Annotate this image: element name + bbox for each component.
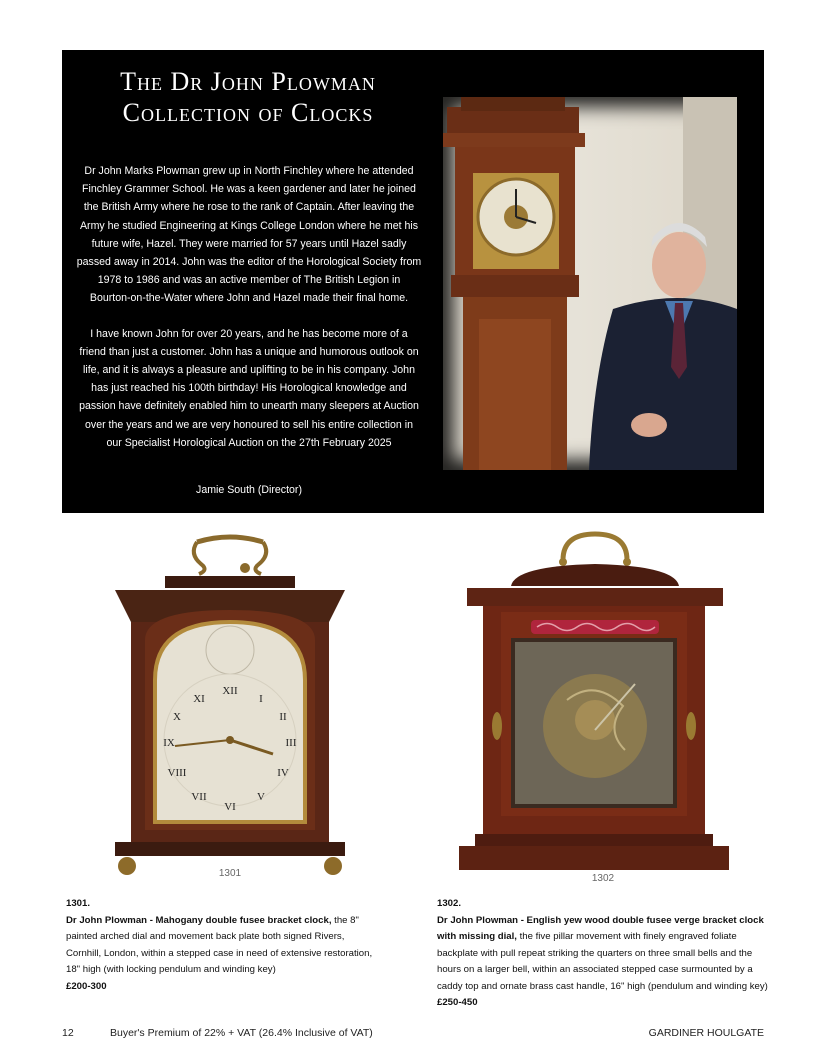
portrait-illustration <box>443 97 737 470</box>
lot-1302 <box>437 896 777 1012</box>
figure-caption-1301: 1301 <box>218 868 242 879</box>
lot-title: Dr John Plowman - English yew wood double fusee verge bracket clock with missing dial, <box>437 914 764 942</box>
portrait-photo <box>443 97 737 470</box>
title-line-1: The Dr John Plowman <box>120 67 376 96</box>
svg-text:II: II <box>279 711 287 723</box>
lot-description <box>437 913 777 996</box>
biography-paragraph-2: I have known John for over 20 years, and he has become more of a friend than just a customer. John has a unique and humorous outlook on life, and it is always a pleasure and uplifting to be in his company. John has just reached his 100th birthday! His Horological knowledge and passion have definitely enabled him to unearth many sleepers at Auction over the years and we are very honoured to sell his entire collection in our Specialist Horological Auction on the 27th February 2025 <box>79 327 419 449</box>
svg-text:VII: VII <box>191 791 207 803</box>
biography <box>76 162 422 469</box>
lot-estimate: £250-450 <box>437 997 478 1008</box>
svg-text:V: V <box>257 791 265 803</box>
svg-text:XII: XII <box>222 685 238 697</box>
lot-number: 1302. <box>437 898 462 909</box>
buyers-premium-note: Buyer's Premium of 22% + VAT (26.4% Inclusive of VAT) <box>110 1027 373 1039</box>
biography-paragraph-1: Dr John Marks Plowman grew up in North Finchley where he attended Finchley Grammer School. He was a keen gardener and later he joined the British Army where he rose to the rank of Captain. After leaving the Army he studied Engineering at Kings College London where he met his future wife, Hazel. They were married for 57 years until Hazel sadly passed away in 2014. John was the editor of the Horological Society from 1978 to 1986 and was an active member of The British Legion in Bourton-on-the-Water where John and Hazel made their final home. <box>76 165 422 305</box>
clock-image-1302 <box>455 530 730 875</box>
lot-1301 <box>66 896 376 995</box>
lot-details: the five pillar movement with finely engraved foliate backplate with pull repeat striking the quarters on three small bells and the hours on a larger bell, within an associated stepped case surmounted by a caddy top and ornate brass cast handle, 16" high (pendulum and winding key) <box>437 931 768 992</box>
svg-text:IX: IX <box>163 737 175 749</box>
collection-title <box>62 66 434 128</box>
svg-text:VIII: VIII <box>167 767 187 779</box>
svg-text:IV: IV <box>277 767 289 779</box>
title-line-2: Collection of Clocks <box>122 98 374 127</box>
lot-description <box>66 913 376 979</box>
lot-number: 1301. <box>66 898 91 909</box>
page-number: 12 <box>62 1027 74 1039</box>
svg-text:X: X <box>173 711 181 723</box>
brand-name: GARDINER HOULGATE <box>648 1027 764 1039</box>
signature: Jamie South (Director) <box>196 484 302 496</box>
clock-image-1301 <box>105 530 355 880</box>
svg-text:I: I <box>259 693 263 705</box>
lot-estimate: £200-300 <box>66 980 107 992</box>
figure-caption-1302: 1302 <box>591 873 615 884</box>
svg-text:XI: XI <box>193 693 205 705</box>
lot-title: Dr John Plowman - Mahogany double fusee bracket clock, <box>66 914 332 926</box>
lot-details: the 8" painted arched dial and movement back plate both signed Rivers, Cornhill, London, within a stepped case in need of extensive restoration, 18" high (with locking pendulum and winding key) <box>66 914 373 975</box>
svg-text:III: III <box>285 737 297 749</box>
svg-text:VI: VI <box>224 801 236 813</box>
